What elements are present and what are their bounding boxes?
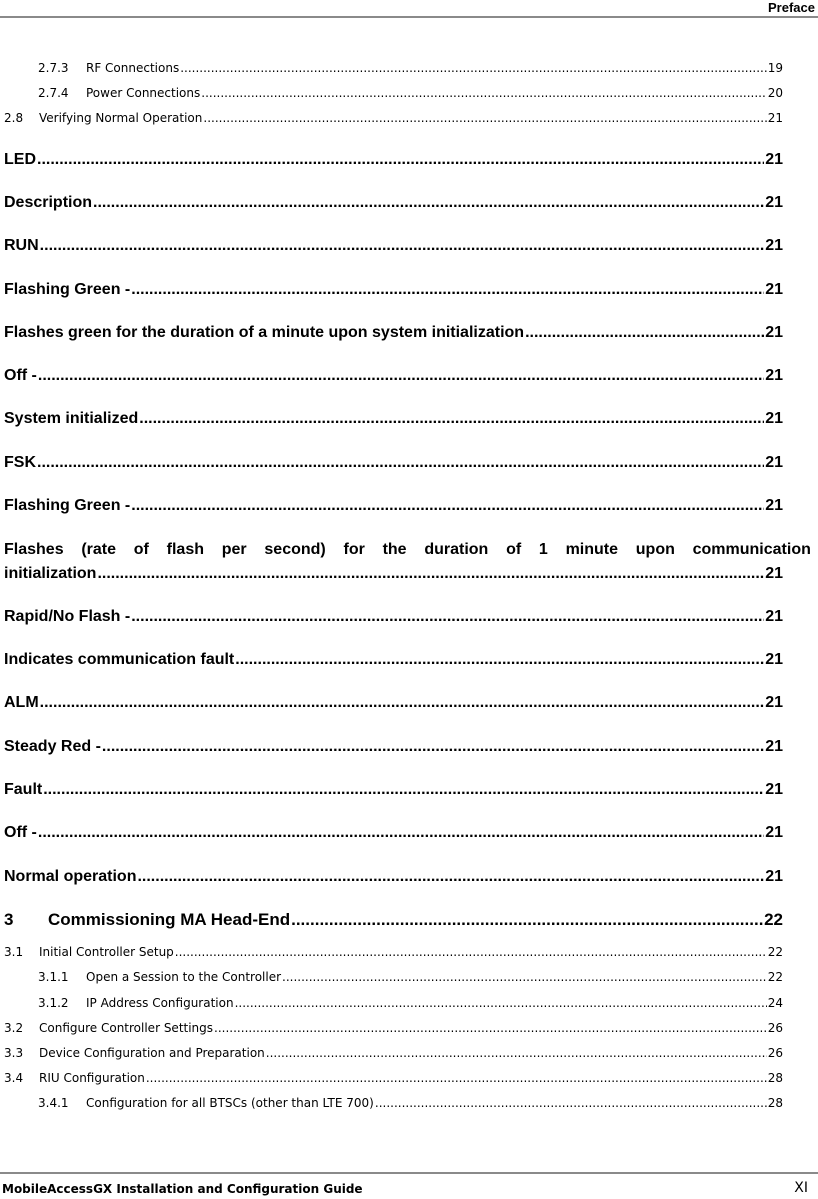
toc-entry-fsk[interactable] [4,454,783,472]
toc-entry-flashing-green[interactable] [4,497,783,515]
toc-entry-label: Steady Red - [4,738,101,755]
toc-entry-flashes-rate-first-line[interactable] [4,541,811,559]
toc-entry-label: Rapid/No Flash - [4,608,131,625]
toc-entry-label: Initial Controller Setup [39,945,174,959]
toc-entry-label: Verifying Normal Operation [39,111,203,125]
toc-entry-page: 21 [765,868,783,885]
dot-leader [38,367,764,385]
dot-leader [235,651,764,669]
toc-entry-initial-controller-setup[interactable] [4,945,783,959]
toc-entry-page: 21 [765,281,783,298]
toc-entry-open-session[interactable] [38,970,783,984]
toc-entry-page: 21 [765,781,783,798]
toc-entry-configure-controller-settings[interactable] [4,1021,783,1035]
toc-entry-page: 21 [765,367,783,384]
toc-entry-flashes-green-minute[interactable] [4,324,783,342]
toc-entry-number: 2.7.4 [38,86,69,100]
dot-leader [146,1071,767,1085]
toc-entry-page: 21 [765,608,783,625]
dot-leader [131,281,764,299]
toc-entry-rapid-no-flash[interactable] [4,608,783,626]
footer-rule [0,1172,818,1174]
toc-entry-page: 26 [767,1021,783,1035]
toc-entry-page: 21 [767,111,783,125]
dot-leader [214,1021,767,1035]
dot-leader [375,1096,767,1110]
toc-entry-flashing-green[interactable] [4,281,783,299]
toc-entry-page: 21 [765,738,783,755]
toc-entry-page: 26 [767,1046,783,1060]
toc-entry-label: Power Connections [86,86,201,100]
dot-leader [235,996,767,1010]
toc-entry-page: 21 [765,694,783,711]
toc-entry-label: Description [4,194,93,211]
dot-leader [37,151,764,169]
toc-entry-label: RF Connections [86,61,180,75]
toc-entry-configuration-all-btscs[interactable] [38,1096,783,1110]
toc-entry-page: 21 [765,565,783,582]
toc-word: minute [565,541,619,558]
toc-entry-label: RUN [4,237,39,254]
toc-entry-label: IP Address Configuration [86,996,234,1010]
toc-entry-page: 28 [767,1096,783,1110]
toc-entry-number: 2.8 [4,111,24,125]
dot-leader [175,945,767,959]
toc-entry-page: 21 [765,410,783,427]
toc-entry-page: 21 [765,824,783,841]
toc-entry-label: System initialized [4,410,139,427]
dot-leader [291,910,763,930]
toc-entry-page: 21 [765,151,783,168]
toc-entry-device-configuration[interactable] [4,1046,783,1060]
dot-leader [40,237,765,255]
toc-entry-steady-red[interactable] [4,738,783,756]
dot-leader [282,970,767,984]
toc-word: flash [166,541,204,558]
toc-entry-label: Device Configuration and Preparation [39,1046,265,1060]
toc-word: upon [635,541,675,558]
toc-entry-label: ALM [4,694,39,711]
toc-entry-number: 2.7.3 [38,61,69,75]
toc-entry-number: 3 [4,910,14,929]
toc-entry-page: 20 [767,86,783,100]
dot-leader [203,111,766,125]
toc-word: second) [264,541,326,558]
toc-entry-number: 3.3 [4,1046,24,1060]
dot-leader [266,1046,767,1060]
toc-entry-off[interactable] [4,824,783,842]
toc-entry-normal-operation[interactable] [4,868,783,886]
toc-entry-label: Flashing Green - [4,497,131,514]
toc-word: duration [424,541,489,558]
toc-entry-label: LED [4,151,36,168]
toc-entry-rf-connections[interactable] [38,61,783,75]
toc-word: per [221,541,247,558]
toc-entry-page: 21 [765,194,783,211]
dot-leader [97,565,764,583]
toc-entry-label: Configuration for all BTSCs (other than LTE 700) [86,1096,374,1110]
dot-leader [40,694,765,712]
toc-entry-system-initialized[interactable] [4,410,783,428]
dot-leader [37,454,764,472]
toc-word: of [506,541,522,558]
toc-entry-flashes-rate[interactable] [4,565,783,583]
toc-entry-page: 21 [765,454,783,471]
toc-entry-alm[interactable] [4,694,783,712]
toc-entry-number: 3.2 [4,1021,24,1035]
toc-word: 1 [538,541,548,558]
dot-leader [139,410,764,428]
toc-entry-label: Flashes green for the duration of a minute upon system initialization [4,324,525,341]
toc-word: communication [692,541,811,558]
toc-word: of [133,541,149,558]
toc-entry-label: Off - [4,824,37,841]
toc-entry-page: 22 [767,970,783,984]
toc-entry-fault[interactable] [4,781,783,799]
toc-word: the [382,541,407,558]
dot-leader [93,194,764,212]
toc-entry-riu-configuration[interactable] [4,1071,783,1085]
toc-word: Flashes [4,541,64,558]
toc-entry-number: 3.1.1 [38,970,69,984]
toc-entry-power-connections[interactable] [38,86,783,100]
toc-entry-number: 3.1.2 [38,996,69,1010]
toc-entry-description[interactable] [4,194,783,212]
footer-guide-title: MobileAccessGX Installation and Configuration Guide [2,1182,363,1196]
toc-entry-number: 3.1 [4,945,24,959]
toc-word: (rate [81,541,117,558]
toc-entry-label: RIU Configuration [39,1071,145,1085]
dot-leader [131,608,764,626]
toc-entry-label: Fault [4,781,43,798]
dot-leader [180,61,767,75]
toc-entry-page: 22 [764,910,783,929]
toc-entry-page: 21 [765,324,783,341]
toc-entry-label: Off - [4,367,37,384]
toc-entry-page: 21 [765,651,783,668]
toc-entry-label: Commissioning MA Head-End [48,910,291,929]
toc-entry-indicates-fault[interactable] [4,651,783,669]
dot-leader [137,868,764,886]
dot-leader [201,86,766,100]
running-header-title: Preface [768,0,815,15]
toc-entry-run[interactable] [4,237,783,255]
dot-leader [38,824,764,842]
dot-leader [102,738,764,756]
toc-entry-number: 3.4 [4,1071,24,1085]
toc-entry-label: initialization [4,565,97,582]
toc-entry-off[interactable] [4,367,783,385]
toc-entry-label: Indicates communication fault [4,651,235,668]
toc-entry-page: 19 [767,61,783,75]
toc-entry-label: Flashing Green - [4,281,131,298]
toc-entry-led[interactable] [4,151,783,169]
dot-leader [131,497,764,515]
toc-entry-ip-address-configuration[interactable] [38,996,783,1010]
toc-word: for [343,541,365,558]
toc-entry-page: 24 [767,996,783,1010]
toc-entry-number: 3.4.1 [38,1096,69,1110]
toc-entry-page: 21 [765,237,783,254]
toc-entry-label: Open a Session to the Controller [86,970,282,984]
header-rule [0,16,818,18]
toc-entry-page: 28 [767,1071,783,1085]
toc-entry-commissioning[interactable] [4,910,783,930]
dot-leader [43,781,764,799]
toc-entry-page: 22 [767,945,783,959]
dot-leader [525,324,764,342]
toc-entry-label: Configure Controller Settings [39,1021,214,1035]
toc-entry-label: Normal operation [4,868,137,885]
toc-entry-label: FSK [4,454,36,471]
footer-page-number: XI [794,1180,808,1196]
toc-entry-verifying-normal-operation[interactable] [4,111,783,125]
toc-entry-page: 21 [765,497,783,514]
